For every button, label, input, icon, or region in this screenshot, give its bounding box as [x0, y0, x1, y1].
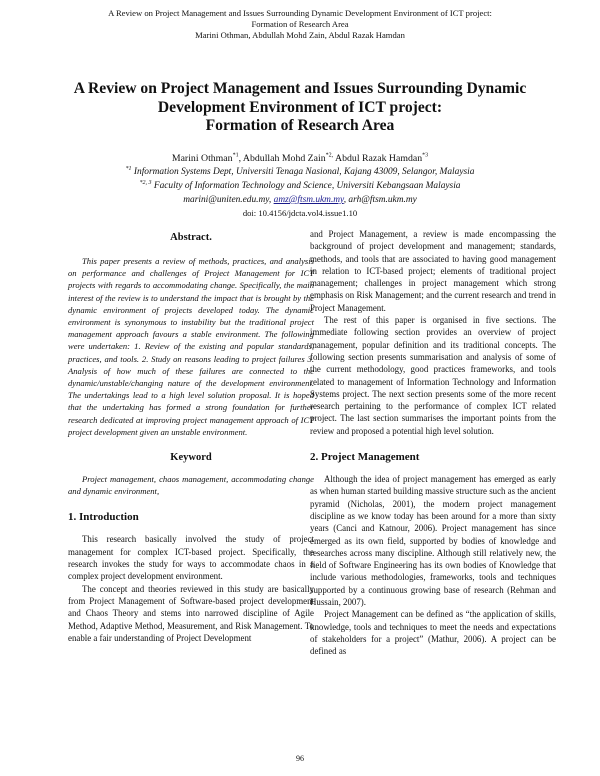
affiliation-1-mark: *1: [125, 165, 132, 172]
email-3: , arh@ftsm.ukm.my: [343, 195, 417, 205]
running-head-line2: Formation of Research Area: [251, 19, 349, 29]
author-2: , Abdullah Mohd Zain: [238, 153, 326, 164]
running-head-line3: Marini Othman, Abdullah Mohd Zain, Abdul Razak Hamdan: [195, 30, 405, 40]
email-list: [40, 194, 560, 206]
running-head: [40, 8, 560, 41]
affiliation-1: [40, 166, 560, 178]
intro-paragraph-2: The concept and theories reviewed in this study are basically from Project Management of Software-based project development and Chaos Theory and stems into narrowed discipline of Agile Method, Adaptive Method, Measurement, and Risk Management. To enable a fair understanding of Project Development: [68, 583, 314, 643]
pm-paragraph-2: Project Management can be defined as “the application of skills, knowledge, tools and techniques to meet the needs and expectations of stakeholders for a project” (Mathur, 2006). A project can be defined as: [310, 609, 556, 657]
intro-paragraph-1: This research basically involved the study of project management for complex ICT-based project. Specifically, the research invokes the study for ways to accommodate chaos in a complex project development environment.: [68, 534, 314, 582]
affiliation-2-text: Faculty of Information Technology and Science, Universiti Kebangsaan Malaysia: [151, 181, 461, 191]
email-1: marini@uniten.edu.my,: [183, 195, 274, 205]
keyword-heading: Keyword: [170, 452, 212, 464]
affiliation-2: [40, 180, 560, 192]
paper-title: [40, 80, 560, 136]
title-line1: A Review on Project Management and Issues Surrounding Dynamic: [73, 80, 527, 97]
author-1: Marini Othman: [171, 153, 233, 164]
page-number: 96: [296, 754, 304, 763]
pm-paragraph-1: Although the idea of project management has emerged as early as when human started building massive structure such as the ancient pyramid (Nicholas, 2001), the modern project management discipline as we know today has been around for a more than sixty years (Canci and Katnour, 2006). Project management has since emerged as its own field, supported by bodies of knowledge and researches across many discipline. Although still relatively new, the field of Software Engineering has its own bodies of Knowledge that include various methodologies, frameworks, tools and techniques supported by a continuous growing base of research (Rehman and Hussain, 2007).: [310, 474, 556, 608]
author-list: [40, 152, 560, 165]
affiliation-1-text: Information Systems Dept, Universiti Tenaga Nasional, Kajang 43009, Selangor, Malaysia: [131, 167, 475, 177]
affiliation-2-mark: *2, 3: [139, 179, 152, 186]
section-heading-introduction: 1. Introduction: [68, 511, 139, 524]
left-column: [68, 228, 314, 644]
email-2-link[interactable]: amz@ftsm.ukm.my: [273, 195, 344, 205]
right-paragraph-2: The rest of this paper is organised in five sections. The immediate following section provides an overview of project management, popular definition and its traditional concepts. The following section presents summarisation and analysis of some of the current methodology, good practices frameworks, and tools related to management of Information Technology and Information Systems project. The next section presents some of the more recent research pertaining to the performance of complex ICT related project. The last section summarises the important points from the review and proposed a potential high level solution.: [310, 315, 556, 436]
abstract-heading: Abstract.: [170, 232, 212, 243]
author-3: Abdul Razak Hamdan: [333, 153, 423, 164]
running-head-line1: A Review on Project Management and Issues Surrounding Dynamic Development Environment of ICT project:: [108, 8, 492, 18]
author-1-mark: *1: [232, 152, 239, 159]
title-line3: Formation of Research Area: [205, 117, 395, 134]
title-line2: Development Environment of ICT project:: [157, 98, 443, 116]
doi: doi: 10.4156/jdcta.vol4.issue1.10: [242, 208, 358, 218]
right-paragraph-1: and Project Management, a review is made encompassing the background of project development and management; standards, methods, and tools that are associated to having good management in relation to ICT-based project; elements of traditional project management; challenges in project management which strong emphasis on Risk Management; and the current research and trend in Project Management.: [310, 229, 556, 313]
author-3-mark: *3: [422, 152, 429, 159]
author-2-mark: *2,: [325, 152, 334, 159]
abstract-text: This paper presents a review of methods, practices, and analysis on performance and challenges of Project Management for ICT projects with regards to accommodating change. Specifically, the main interest of the review is to understand the impact that is brought by the dynamic environment of projects developed today. The dynamic environment is synonymous to instability but the traditional project management approach favours a stable environment. The following were undertaken: 1. Review of the existing and popular standards, practices, and tools. 2. Study on reasons leading to project failures 3. Analysis of how much of these failures are connected to the dynamic/unstable/changing nature of the development environment. The undertakings lead to a high level solution proposal. It is hoped that the undertaking has formed a strong foundation for further research dedicated at improving project management approach of ICT project development given an unstable environment.: [68, 256, 314, 437]
section-heading-project-management: 2. Project Management: [310, 451, 420, 464]
keyword-text: Project management, chaos management, accommodating change and dynamic environment,: [68, 474, 314, 497]
right-column: [310, 228, 556, 658]
